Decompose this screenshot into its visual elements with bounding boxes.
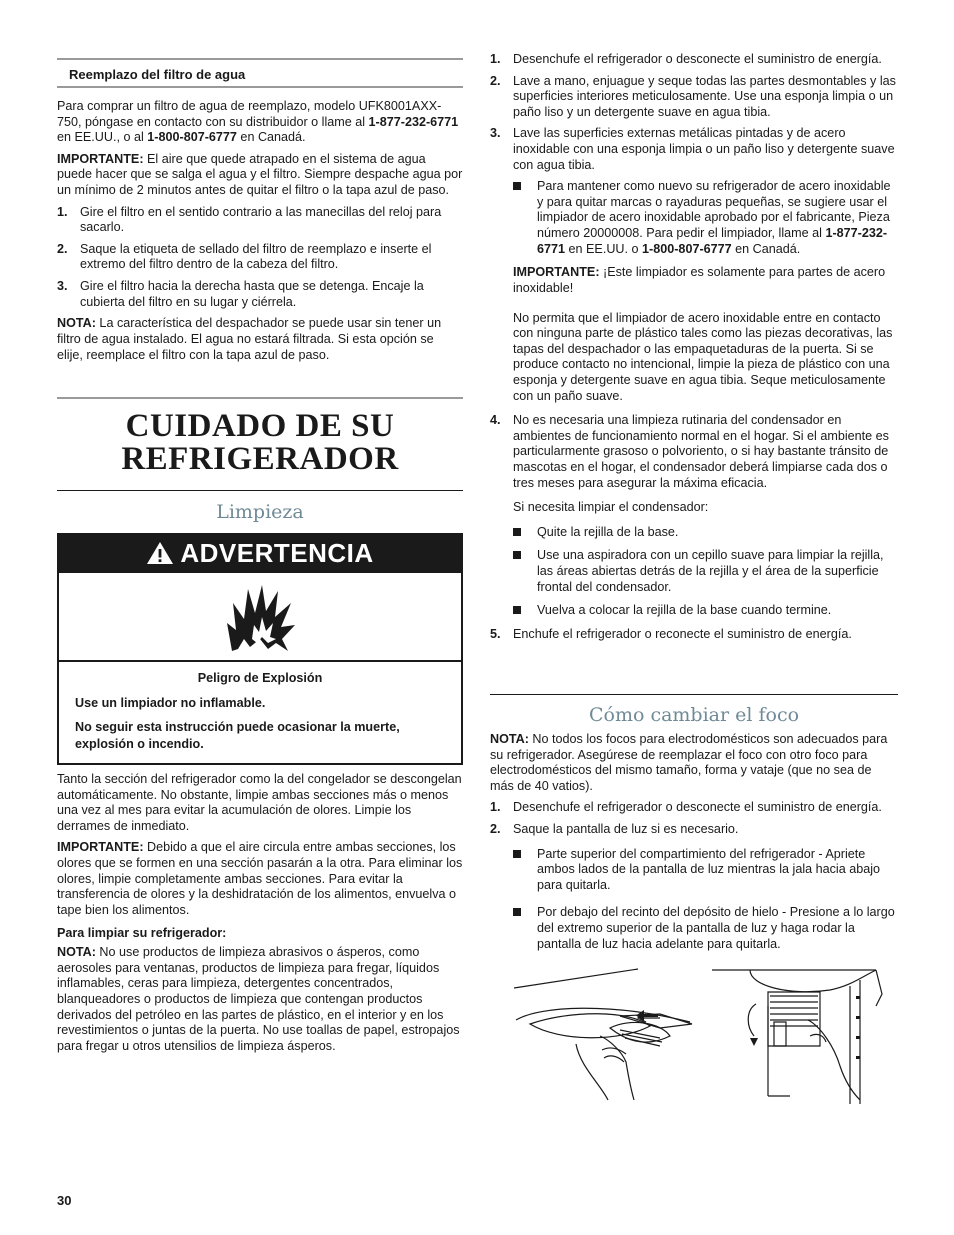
warning-line2: No seguir esta instrucción puede ocasionar la muerte, explosión o incendio. [75, 720, 400, 751]
bulb-bullet: Parte superior del compartimiento del refrigerador - Apriete ambos lados de la pantalla de luz mientras la jala hacia abajo para quitarla. [513, 847, 898, 894]
steel-bullet: Para mantener como nuevo su refrigerador de acero inoxidable y para quitar marcas o rayaduras pequeñas, se sugiere usar el limpiador de acero inoxidable aprobado por el fabricante, Pieza número 20000008. Para pedir el limpiador, llame al 1-877-232-6771 en EE.UU. o 1-800-807-6777 en Canadá. [513, 179, 898, 257]
filter-step: 3. Gire el filtro hacia la derecha hasta que se detenga. Encaje la cubierta del filtro en su lugar y ciérrela. [57, 279, 424, 309]
title-top-rule [57, 397, 463, 399]
light-shield-illustration-ice [710, 966, 890, 1106]
section-title-foco: Cómo cambiar el foco [588, 704, 800, 726]
cleaning-nota: NOTA: No use productos de limpieza abrasivos o ásperos, como aerosoles para ventanas, productos de limpieza para fregar, líquidos inflamables, ceras para limpieza, detergentes concentrados, blanqueadores o productos de limpieza que contengan productos derivados del petróleo en las partes de plástico, en el interior y en los revestimientos o juntas de la puerta. No use toallas de papel, estropajos para fregar u otros utensilios de limpieza ásperos. [57, 945, 460, 1053]
warning-header: ADVERTENCIA [59, 535, 461, 571]
bulb-step: 2. Saque la pantalla de luz si es necesario. [490, 822, 739, 837]
clean-heading: Para limpiar su refrigerador: [57, 926, 227, 941]
warning-triangle-icon [146, 541, 174, 565]
warning-line1: Use un limpiador no inflamable. [75, 696, 266, 710]
filter-nota: NOTA: La característica del despachador se puede usar sin tener un filtro de agua instalado. El agua no estará filtrada. Si esta opción se elije, reemplace el filtro con la tapa azul de paso. [57, 316, 442, 362]
section-rule [57, 490, 463, 491]
steel-important: IMPORTANTE: ¡Este limpiador es solamente para partes de acero inoxidable! [513, 265, 886, 295]
filter-important: IMPORTANTE: El aire que quede atrapado en el sistema de agua puede hacer que se salga el agua y el filtro. Siempre despache agua por un mínimo de 2 minutos antes de quitar el filtro o la tapa azul de paso. [57, 151, 463, 198]
cleaning-step: 4. No es necesaria una limpieza rutinaria del condensador en ambientes de funcionamiento normal en el hogar. Si el ambiente es particularmente grasoso o polvoriento, o si hay bastante tránsito de mascotas en el hogar, el condensador deberá limpiarse cada dos o tres meses para asegurar la máxima eficacia. [490, 413, 889, 490]
page-number: 30 [57, 1193, 72, 1208]
cleaning-important: IMPORTANTE: Debido a que el aire circula entre ambas secciones, los olores que se formen en una sección pasarán a la otra. Para eliminar los olores, limpie completamente ambas secciones. Para evitar la transferencia de olores y la deshidratación de los alimentos, envuelva o tape bien los alimentos. [57, 840, 463, 917]
warning-box [57, 533, 463, 765]
explosion-icon [224, 583, 298, 653]
cleaning-step: 2. Lave a mano, enjuague y seque todas las partes desmontables y las superficies interiores meticulosamente. Use una esponja limpia o un paño liso y un detergente suave en agua tibia. [490, 73, 896, 119]
light-shield-illustration-top [510, 966, 700, 1101]
filter-heading: Reemplazo del filtro de agua [69, 67, 246, 82]
cleaning-step: 1. Desenchufe el refrigerador o desconecte el suministro de energía. [490, 52, 882, 66]
condenser-bullet: Quite la rejilla de la base. [513, 525, 898, 541]
filter-heading-box [57, 58, 463, 88]
bulb-step: 1. Desenchufe el refrigerador o desconecte el suministro de energía. [490, 800, 882, 815]
bulb-bullet: Por debajo del recinto del depósito de hielo - Presione a lo largo del extremo superior de la pantalla de luz y haga rodar la pantalla de luz hacia adelante para quitarla. [513, 905, 898, 952]
cleaning-step: 5. Enchufe el refrigerador o reconecte el suministro de energía. [490, 626, 852, 641]
cleaning-section [57, 772, 463, 1060]
condenser-bullet: Use una aspiradora con un cepillo suave para limpiar la rejilla, las áreas abiertas detrás de la rejilla y el área de la superficie frontal del condensador. [513, 548, 898, 595]
bulb-section [490, 732, 898, 960]
cleaning-steps [490, 52, 898, 649]
filter-intro: Para comprar un filtro de agua de reemplazo, modelo UFK8001AXX-750, póngase en contacto con su distribuidor o llame al 1-877-232-6771 en EE.UU., o al 1-800-807-6777 en Canadá. [57, 99, 459, 145]
filter-section [57, 99, 463, 369]
bulb-nota: NOTA: No todos los focos para electrodomésticos son adecuados para su refrigerador. Asegúrese de reemplazar el foco con otro foco para electrodomésticos del mismo tamaño, forma y vataje (que no sea de más de 40 vatios). [490, 732, 888, 793]
warning-danger: Peligro de Explosión [197, 671, 323, 685]
cleaning-step: 3. Lave las superficies externas metálicas pintadas y de acero inoxidable con una esponja limpia o un paño liso y detergente suave con agua tibia. [490, 126, 895, 172]
plastic-warning: No permita que el limpiador de acero inoxidable entre en contacto con ninguna parte de plástico tales como las piezas decorativas, las tapas del despachador o las empaquetaduras de la puerta. Si se produce contacto no intencional, limpie la pieza de plástico con una esponja y detergente suave en agua tibia. Seque meticulosamente con un paño suave. [513, 310, 893, 403]
page-title: CUIDADO DE SU REFRIGERADOR [121, 408, 399, 477]
condenser-bullet: Vuelva a colocar la rejilla de la base cuando termine. [513, 603, 898, 619]
filter-step: 2. Saque la etiqueta de sellado del filtro de reemplazo e inserte el extremo del filtro dentro de la cabeza del filtro. [57, 241, 432, 272]
condenser-intro: Si necesita limpiar el condensador: [513, 500, 709, 515]
filter-step: 1. Gire el filtro en el sentido contrario a las manecillas del reloj para sacarlo. [57, 204, 442, 235]
section-title-limpieza: Limpieza [216, 501, 304, 523]
defrost-text: Tanto la sección del refrigerador como la del congelador se descongelan automáticamente. No obstante, limpie ambas secciones más o menos una vez al mes para evitar la acumulación de olores. Limpie los derrames de inmediato. [57, 772, 462, 833]
section-rule [490, 694, 898, 695]
